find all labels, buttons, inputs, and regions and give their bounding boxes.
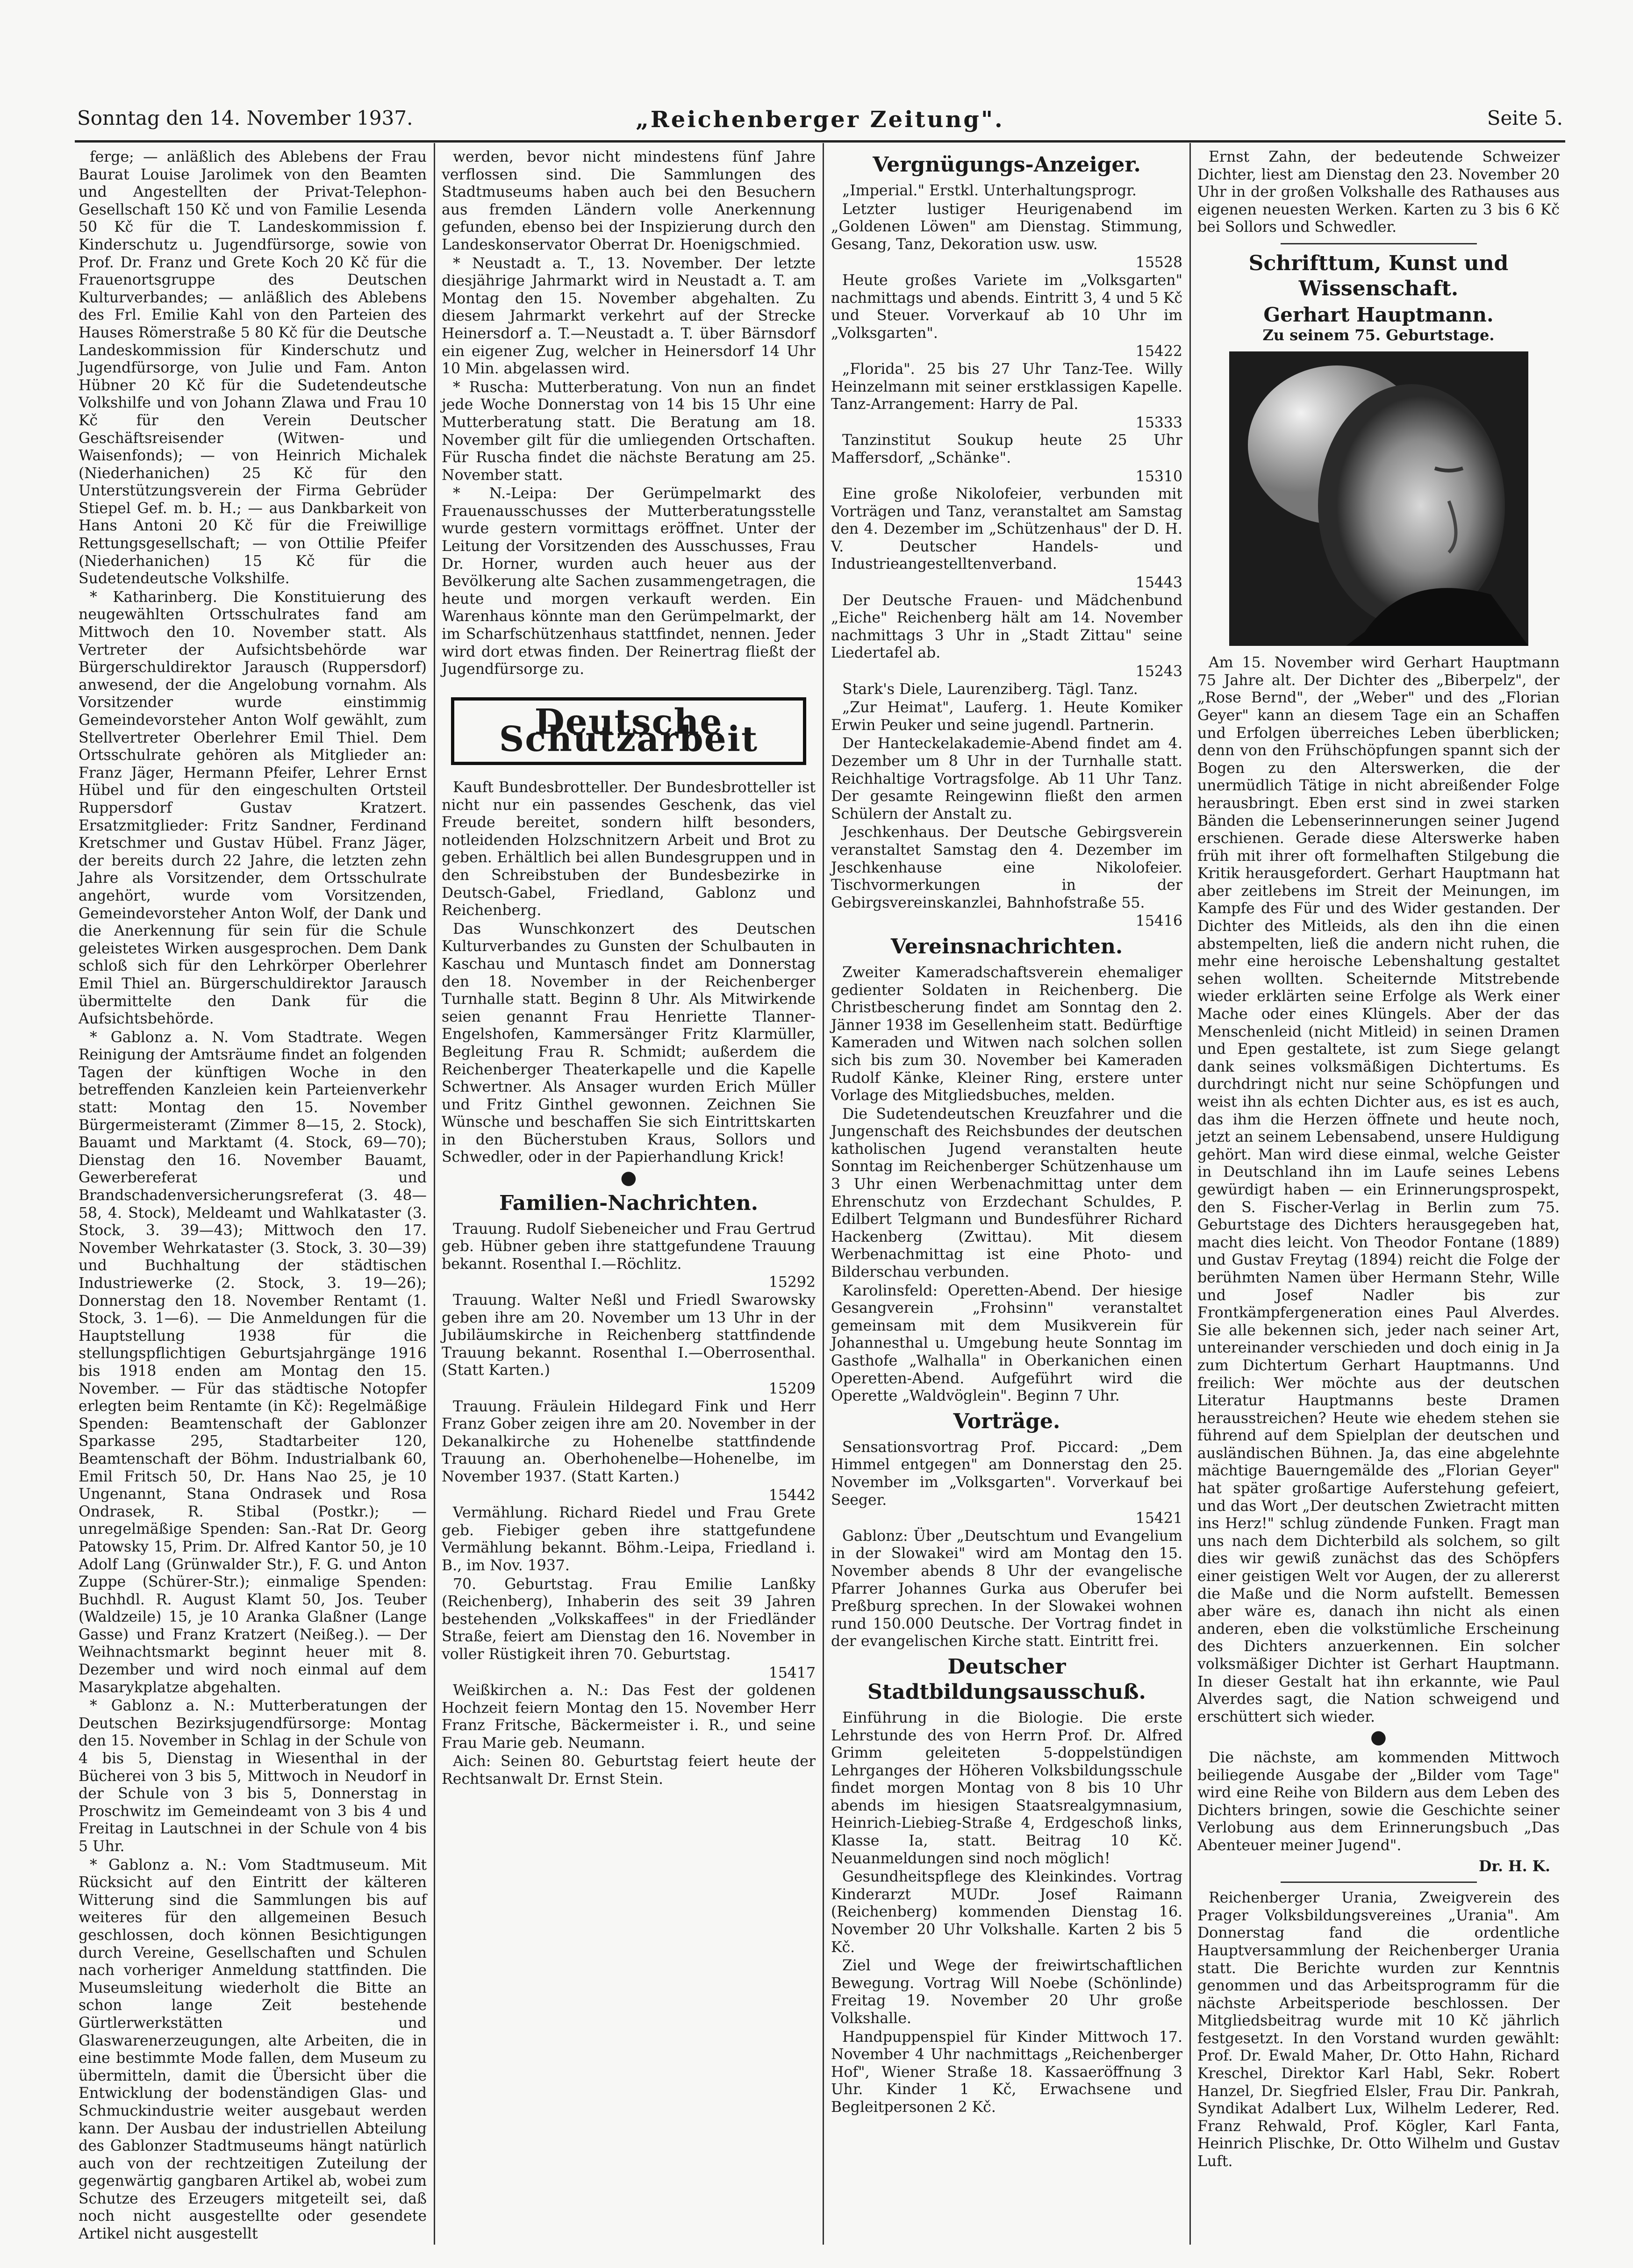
article-paragraph: * Gablonz a. N.: Mutterberatungen der Deutschen Bezirksjugendfürsorge: Montag den 15. November in Schlag in der Schule von 4 bis 5, Dienstag in Wiesenthal in der Bücherei von 3 bis 5, Mittwoch in Neudorf in der Schule von 3 bis 5, Donnerstag in Proschwitz im Gemeindeamt von 3 bis 4 und Freitag in Lautschnei in der Schule von 4 bis 5 Uhr. [79,1697,427,1855]
column-divider [1189,143,1191,2245]
section-heading: Vereinsnachrichten. [890,934,1123,959]
notice-text: Trauung. Rudolf Siebeneicher und Frau Gertrud geb. Hübner geben ihre stattgefundene Trauung bekannt. Rosenthal I.—Röchlitz. [442,1220,816,1273]
notice [442,1682,816,1752]
ad-ref: 15443 [1135,574,1182,592]
notice [442,1504,816,1574]
divider [1281,243,1477,244]
article-paragraph: Reichenberger Urania, Zweigverein des Prager Volksbildungsvereines „Urania". Am Donnerstag fand die ordentliche Hauptversammlung der Reichenberger Urania statt. Die Berichte wurden zur Kenntnis genommen und das Arbeitsprogramm für die nächste Arbeitsperiode beschlossen. Der Mitgliedsbeitrag wurde mit 10 Kč jährlich festgesetzt. In den Vorstand wurden gewählt: Prof. Dr. Ewald Maher, Dr. Otto Hahn, Richard Kreschel, Direktor Karl Habl, Sekr. Robert Hanzel, Dr. Siegfried Elsler, Frau Dir. Pankrah, Syndikat Adalbert Lux, Wilhelm Lederer, Red. Franz Rehwald, Prof. Kögler, Karl Fanta, Heinrich Plischke, Dr. Otto Wilhelm und Gustav Luft. [1197,1889,1560,2170]
ad-text: Der Hanteckelakademie-Abend findet am 4. Dezember um 8 Uhr in der Turnhalle statt. Reichhaltige Vortragsfolge. Ab 11 Uhr Tanz. Der gesamte Reingewinn fließt den armen Schülern der Anstalt zu. [831,735,1182,823]
ad-text: „Imperial." Erstkl. Unterhaltungsprogr. [842,182,1137,199]
ad-ref: 15416 [1135,913,1182,930]
article-paragraph: Ernst Zahn, der bedeutende Schweizer Dichter, liest am Dienstag den 23. November 20 Uhr in der großen Volkshalle des Rathauses aus eigenen neuesten Werken. Karten zu 3 bis 6 Kč bei Sollors und Schwedler. [1197,149,1560,236]
header-title: „Reichenberger Zeitung". [636,107,1004,133]
ad [831,272,1182,361]
ad [831,486,1182,592]
column-divider [434,143,435,2245]
article-title: Gerhart Hauptmann. [1263,303,1494,326]
article-paragraph: Gablonz: Über „Deutschtum und Evangelium in der Slowakei" wird am Montag den 15. November abends 8 Uhr der evangelische Pfarrer Johannes Gurka aus Oberufer bei Preßburg sprechen. In der Slowakei wohnen rund 150.000 Deutsche. Der Vortrag findet in der evangelischen Kirche statt. Eintritt frei. [831,1527,1182,1650]
article-paragraph: Die Sudetendeutschen Kreuzfahrer und die Jungenschaft des Reichsbundes der deutschen katholischen Jugend veranstalten heute Sonntag im Reichenberger Schützenhause um 3 Uhr einen Werbenachmittag unter dem Ehrenschutz von Erzdechant Schuldes, P. Edilbert Telgmann und Bundesführer Richard Hackenberg (Zwittau). Mit diesem Werbenachmittag ist eine Photo- und Bilderschau verbunden. [831,1105,1182,1281]
section-heading: Vergnügungs-Anzeiger. [873,153,1141,177]
notice [831,1439,1182,1528]
ad-ref: 15333 [1135,414,1182,431]
ad-ref: 15528 [1135,254,1182,272]
notice-ref: 15292 [768,1274,816,1291]
ad-text: Heute großes Variete im „Volksgarten" nachmittags und abends. Eintritt 3, 4 und 5 Kč und Steuer. Vorverkauf ab 10 Uhr im „Volksgarten". [831,272,1182,342]
article-paragraph: ferge; — anläßlich des Ablebens der Frau Baurat Louise Jarolimek von den Beamten und Angestellten der Privat-Telephon-Gesellschaft 150 Kč und von Familie Lesenda 50 Kč für die T. Landeskommission f. Kinderschutz u. Jugendfürsorge, sowie von Prof. Dr. Franz und Grete Koch 20 Kč für die Frauenortsgruppe des Deutschen Kulturverbandes; — anläßlich des Ablebens des Frl. Emilie Kahl von den Parteien des Hauses Römerstraße 5 80 Kč für die Deutsche Landeskommission für Kinderschutz und Jugendfürsorge, von Julie und Fam. Anton Hübner 20 Kč für die Sudetendeutsche Volkshilfe und von Johann Zlawa und Frau 10 Kč für den Verein Deutscher Geschäftsreisender (Witwen- und Waisenfonds); — von Heinrich Michalek (Niederhanichen) 25 Kč für den Unterstützungsverein der Firma Gebrüder Stiepel Gef. m. b. H.; — aus Dankbarkeit von Hans Antoni 20 Kč für die Freiwillige Rettungsgesellschaft; — von Ottilie Pfeifer (Niederhanichen) 15 Kč für die Sudetendeutsche Volkshilfe. [79,149,427,587]
notice-text: Aich: Seinen 80. Geburtstag feiert heute der Rechtsanwalt Dr. Ernst Stein. [442,1753,816,1788]
article-paragraph: Gesundheitspflege des Kleinkindes. Vortrag Kinderarzt MUDr. Josef Raimann (Reichenberg) kommenden Dienstag 16. November 20 Uhr Volkshalle. Karten 2 bis 5 Kč. [831,1868,1182,1956]
article-paragraph: Am 15. November wird Gerhart Hauptmann 75 Jahre alt. Der Dichter des „Biberpelz", der „Rose Bernd", der „Weber" und des „Florian Geyer" kann an diesem Tage ein an Schaffen und Erfolgen überreiches Leben überblicken; denn von den Frühschöpfungen spannt sich der Bogen zu den Alterswerken, die der unermüdlich Tätige in nicht abreißender Folge herausbringt. Eben erst sind in zwei starken Bänden die Lebenserinnerungen seiner Jugend erschienen. Gerade diese Alterswerke haben früh mit ihrer oft formelhaften Stilgebung die Kritik herausgefordert. Gerhart Hauptmann hat aber zeitlebens im Streit der Meinungen, im Kampfe des Für und des Wider gestanden. Der Dichter des Mitleids, als den ihn die einen abstempelten, ließ die andern nicht ruhen, die mehr eine heroische Lebenshaltung gestaltet sehen wollten. Scheiternde Mitstrebende wieder erklärten seine Erfolge als Werk einer Mache oder eines Klüngels. Aber der das Menschenleid (nicht Mitleid) in seinen Dramen und Epen gestaltete, ist zum Siege gelangt dank seines volksmäßigen Dichtertums. Es durchdringt nicht nur seine Schöpfungen und weist ihn als echten Dichter aus, es ist es auch, das ihm die Herzen öffnete und heute noch, jetzt an seinem Lebensabend, unsere Huldigung gehört. Man wird diese einmal, welche Geister in Deutschland ihn im Laufe seines Lebens gewürdigt haben — ein Erinnerungsprospekt, den S. Fischer-Verlag in Berlin zum 75. Geburtstage des Dichters herausgegeben hat, macht dies leicht. Von Theodor Fontane (1889) und Gustav Freytag (1894) reicht die Folge der berühmten Namen über Hermann Stehr, Wille und Josef Nadler bis zur Frontkämpfergeneration eines Paul Alverdes. Sie alle bekennen sich, jeder nach seiner Art, untereinander verschieden und doch einig in Ja zum Dichtertum Gerhart Hauptmanns. Und freilich: Wer möchte aus der deutschen Literatur Hauptmanns beste Dramen herausstreichen? Heute wie ehedem stehen sie führend auf dem Spielplan der deutschen und ausländischen Bühnen. Ja, das eine abgelehnte mächtige Bauerngemälde des „Florian Geyer" hat später großartige Auferstehung gefeiert, und das Wort „Der deutschen Zwietracht mitten ins Herz!" schlug zündende Funken. Fragt man uns nach dem Dichterbild als solchem, so gilt dies wir gewiß zunächst das des Schöpfers einer geistigen Welt vor Augen, der zu allererst die Maße und die Norm aufstellt. Bemessen aber wäre es, danach ihn nicht als einen anderen, eben die volkstümliche Erscheinung des Dichters anzuerkennen. Ein solcher volksmäßiger Dichter ist Gerhart Hauptmann. In dieser Gestalt hat ihn erkannte, wie Paul Alverdes sagt, die Nation schweigend und erschüttert sich wieder. [1197,654,1560,1725]
divider [1281,1882,1477,1883]
article-paragraph: * Neustadt a. T., 13. November. Der letzte diesjährige Jahrmarkt wird in Neustadt a. T. am Montag den 15. November abgehalten. Zu diesem Jahrmarkt verkehrt auf der Strecke Heinersdorf a. T.—Neustadt a. T. über Bärnsdorf ein eigener Zug, welcher in Heinersdorf 14 Uhr 10 Min. abgelassen wird. [442,255,816,378]
notice-ref: 15442 [768,1487,816,1504]
ad [831,681,1182,699]
ad-text: Tanzinstitut Soukup heute 25 Uhr Maffersdorf, „Schänke". [831,432,1182,466]
ad [831,735,1182,823]
ad-text: „Zur Heimat", Lauferg. 1. Heute Komiker Erwin Peuker und seine jugendl. Partnerin. [831,699,1182,734]
ad [831,699,1182,734]
article-paragraph: Das Wunschkonzert des Deutschen Kulturverbandes zu Gunsten der Schulbauten in Kaschau und Muntasch findet am Donnerstag den 18. November in der Reichenberger Turnhalle statt. Beginn 8 Uhr. Als Mitwirkende seien genannt Frau Henriette Tlanner-Engelshofen, Kammersänger Fritz Klarmüller, Begleitung Frau R. Schmidt; außerdem die Reichenberger Theaterkapelle und die Kapelle Schwertner. Als Ansager wurden Erich Müller und Fritz Ginthel gewonnen. Zeichnen Sie Wünsche und beschaffen Sie sich Eintrittskarten in den Bücherstuben Kraus, Sollors und Schwedler, oder in der Papierhandlung Krick! [442,920,816,1166]
notice-ref: 15421 [1135,1510,1182,1527]
ad-text: Letzter lustiger Heurigenabend im „Goldenen Löwen" am Dienstag. Stimmung, Gesang, Tanz, Dekoration usw. usw. [831,200,1182,253]
article-paragraph: Ziel und Wege der freiwirtschaftlichen Bewegung. Vortrag Will Noebe (Schönlinde) Freitag 19. November 20 Uhr große Volkshalle. [831,1957,1182,2027]
notice [442,1576,816,1682]
ad [831,824,1182,930]
ad-text: Eine große Nikolofeier, verbunden mit Vorträgen und Tanz, veranstaltet am Samstag den 4. Dezember im „Schützenhaus" der D. H. V. Deutscher Handels- und Industrieangestelltenverband. [831,486,1182,573]
notice [442,1221,816,1292]
article-paragraph: * N.-Leipa: Der Gerümpelmarkt des Frauenausschusses der Mutterberatungsstelle wurde gestern vormittags eröffnet. Unter der Leitung der Vorsitzenden des Ausschusses, Frau Dr. Horner, wurden auch heuer aus der Bevölkerung alte Sachen zusammengetragen, die heute und morgen verkauft werden. Ein Warenhaus könnte man den Gerümpelmarkt, der im Scharfschützenhaus stattfindet, nennen. Jeder wird dort etwas finden. Der Reinertrag fließt der Jugendfürsorge zu. [442,485,816,678]
notice-text: Sensationsvortrag Prof. Piccard: „Dem Himmel entgegen" am Donnerstag den 25. November im „Volksgarten". Vorverkauf bei Seeger. [831,1438,1182,1509]
ad [831,592,1182,681]
header-date: Sonntag den 14. November 1937. [77,107,413,129]
article-subtitle: Zu seinem 75. Geburtstage. [1262,326,1495,344]
boxed-headline: Deutsche Schutzarbeit [451,697,806,765]
ad-text: Stark's Diele, Laurenziberg. Tägl. Tanz. [842,680,1138,698]
header-page-number: Seite 5. [1487,107,1563,129]
column-divider [823,143,824,2245]
notice-text: Vermählung. Richard Riedel und Frau Grete geb. Fiebiger geben ihre stattgefundene Vermählung bekannt. Böhm.-Leipa, Friedland i. B., im Nov. 1937. [442,1504,816,1574]
notice-text: Trauung. Walter Neßl und Friedl Swarowsky geben ihre am 20. November um 13 Uhr in der Jubiläumskirche in Reichenberg stattfindende Trauung bekannt. Rosenthal I.—Oberrosenthal. (Statt Karten.) [442,1292,816,1379]
signature: Dr. H. K. [1479,1857,1550,1875]
portrait-image [1229,351,1528,646]
article-paragraph: Kauft Bundesbrotteller. Der Bundesbrotteller ist nicht nur ein passendes Geschenk, das viel Freude bereitet, sondern hilft besonders, notleidenden Holzschnitzern Arbeit und Brot zu geben. Erhältlich bei allen Bundesgruppen und in den Schreibstuben der Bundesbezirke in Deutsch-Gabel, Friedland, Gablonz und Reichenberg. [442,779,816,919]
article-paragraph: werden, bevor nicht mindestens fünf Jahre verflossen sind. Die Sammlungen des Stadtmuseums haben auch bei den Besuchern aus fremden Ländern volle Anerkennung gefunden, ebenso bei der Inspizierung durch den Landeskonservator Oberrat Dr. Hoenigschmied. [442,149,816,253]
article-paragraph: * Katharinberg. Die Konstituierung des neugewählten Ortsschulrates fand am Mittwoch den 10. November statt. Als Vertreter der Aufsichtsbehörde war Bürgerschuldirektor Jarausch (Ruppersdorf) anwesend, der die Angelobung vornahm. Als Vorsitzender wurde einstimmig Gemeindevorsteher Anton Wolf gewählt, zum Stellvertreter Oberlehrer Emil Thiel. Dem Ortsschulrate gehören als Mitglieder an: Franz Jäger, Hermann Pfeifer, Lehrer Ernst Hübel und für den eingeschulten Ortsteil Ruppersdorf Gustav Kratzert. Ersatzmitglieder: Fritz Sandner, Ferdinand Kretschmer und Gustav Hübel. Franz Jäger, der bereits durch 22 Jahre, die letzten zehn Jahre als Vorsitzender, dem Ortsschulrate angehört, wurde vom Vorsitzenden, Gemeindevorsteher Anton Wolf, der Dank und die Anerkennung für sein für die Schule geleistetes Wirken ausgesprochen. Dem Dank schloß sich für den Lehrkörper Oberlehrer Emil Thiel an. Bürgerschuldirektor Jarausch übermittelte den Dank für die Aufsichtsbehörde. [79,588,427,1028]
column-1 [79,149,427,2244]
notice-ref: 15209 [768,1381,816,1397]
ad-text: Der Deutsche Frauen- und Mädchenbund „Eiche" Reichenberg hält am 14. November nachmittags 3 Uhr in „Stadt Zittau" seine Liedertafel ab. [831,592,1182,662]
section-heading: Schrifttum, Kunst und Wissenschaft. [1248,251,1509,300]
article-paragraph: * Gablonz a. N.: Vom Stadtmuseum. Mit Rücksicht auf den Eintritt der kälteren Witterung sind die Sammlungen bis auf weiteres für den allgemeinen Besuch geschlossen, doch können Besichtigungen durch Vereine, Gesellschaften und Schulen nach vorheriger Anmeldung stattfinden. Die Museumsleitung wiederholt die Bitte an schon lange Zeit bestehende Gürtlerwerkstätten und Glaswarenerzeugungen, alte Arbeiten, die in eine bestimmte Mode fallen, dem Museum zu übermitteln, damit die Übersicht über die Entwicklung der bodenständigen Glas- und Schmuckindustrie weiter ausgebaut werden kann. Der Ausbau der industriellen Abteilung des Gablonzer Stadtmuseums hängt natürlich auch von der rechtzeitigen Zuteilung der gegenwärtig gangbaren Artikel ab, wobei zum Schutze des Erzeugers mitgeteilt sei, daß noch nicht ausgestellte oder gesendete Artikel nicht ausgestellt [79,1856,427,2243]
notice [442,1753,816,1788]
notice-text: 70. Geburtstag. Frau Emilie Lanßky (Reichenberg), Inhaberin des seit 39 Jahren bestehenden „Volkskaffees" in der Friedländer Straße, feiert am Dienstag den 16. November in voller Rüstigkeit ihren 70. Geburtstag. [442,1575,816,1663]
section-heading: Familien-Nachrichten. [499,1191,759,1215]
notice-text: Weißkirchen a. N.: Das Fest der goldenen Hochzeit feiern Montag den 15. November Herr Franz Fritsche, Bäckermeister i. R., und seine Frau Marie geb. Neumann. [442,1682,816,1752]
portrait-photo [1229,351,1528,646]
article-paragraph: Zweiter Kameradschaftsverein ehemaliger gedienter Soldaten in Reichenberg. Die Christbescherung findet am Sonntag den 2. Jänner 1938 im Gesellenheim statt. Bedürftige Kameraden und Witwen nach solchen sollen sich bis zum 30. November bei Kameraden Rudolf Känke, Kleiner Ring, erstere unter Vorlage des Mitgliedsbuches, melden. [831,964,1182,1104]
article-paragraph: Karolinsfeld: Operetten-Abend. Der hiesige Gesangverein „Frohsinn" veranstaltet gemeinsam mit dem Musikverein für Johannesthal u. Umgebung heute Sonntag im Gasthofe „Walhalla" in Oberkanichen einen Operetten-Abend. Aufgeführt wird die Operette „Waldvöglein". Beginn 7 Uhr. [831,1282,1182,1405]
separator-dot: ● [1370,1726,1387,1748]
ad [831,361,1182,432]
article-paragraph: * Ruscha: Mutterberatung. Von nun an findet jede Woche Donnerstag von 14 bis 15 Uhr eine Mutterberatung statt. Die Beratung am 18. November gilt für die umliegenden Ortschaften. Für Ruscha findet die nächste Beratung am 25. November statt. [442,379,816,484]
column-3 [831,149,1182,2118]
article-paragraph: * Gablonz a. N. Vom Stadtrate. Wegen Reinigung der Amtsräume findet an folgenden Tagen der künftigen Woche in den betreffenden Kanzleien kein Parteienverkehr statt: Montag den 15. November Bürgermeisteramt (Zimmer 8—15, 2. Stock), Bauamt und Marktamt (4. Stock, 69—70); Dienstag den 16. November Bauamt, Gewerbereferat und Brandschadenversicherungsreferat (3. 48—58, 4. Stock), Meldeamt und Wahlkataster (3. Stock, 3. 39—43); Mittwoch den 17. November Wehrkataster (3. Stock, 3. 30—39) und Buchhaltung der städtischen Industriewerke (2. Stock, 3. 19—26); Donnerstag den 18. November Rentamt (1. Stock, 3. 1—6). — Die Anmeldungen für die Hauptstellung 1938 für die stellungspflichtigen Geburtsjahrgänge 1916 bis 1918 enden am Montag den 15. November. — Für das städtische Notopfer erlegten beim Rentamte (in Kč): Regelmäßige Spenden: Beamtenschaft der Gablonzer Sparkasse 295, Stadtarbeiter 120, Beamtenschaft der Böhm. Industrialbank 60, Emil Fritsch 50, Dr. Hans Nao 25, je 10 Ungenannt, Stana Ondrasek und Rosa Ondrasek, R. Stibal (Postkr.); — unregelmäßige Spenden: San.-Rat Dr. Georg Patowsky 15, Prim. Dr. Alfred Kantor 50, je 10 Adolf Lang (Grünwalder Str.), F. G. und Anton Zuppe (Schürer-Str.); einmalige Spenden: Buchhdl. R. August Klamt 50, Jos. Teuber (Waldzeile) 15, je 10 Aranka Glaßner (Lange Gasse) und Franz Kratzert (Neißeg.). — Der Weihnachtsmarkt beginnt heuer mit 8. Dezember und wird noch einmal auf dem Masarykplatze abgehalten. [79,1029,427,1696]
article-paragraph: Handpuppenspiel für Kinder Mittwoch 17. November 4 Uhr nachmittags „Reichenberger Hof", Wiener Straße 18. Kassaeröffnung 3 Uhr. Kinder 1 Kč, Erwachsene und Begleitpersonen 2 Kč. [831,2028,1182,2116]
ad [831,182,1182,200]
ad-ref: 15422 [1135,343,1182,360]
column-4 [1197,149,1560,2172]
section-heading: Deutscher Stadtbildungsausschuß. [867,1654,1146,1704]
section-heading: Vorträge. [953,1409,1060,1433]
ad-ref: 15310 [1135,468,1182,485]
ad-text: „Florida". 25 bis 27 Uhr Tanz-Tee. Willy Heinzelmann mit seiner erstklassigen Kapelle. Tanz-Arrangement: Harry de Pal. [831,360,1182,413]
separator-dot: ● [620,1167,637,1189]
ad-text: Jeschkenhaus. Der Deutsche Gebirgsverein veranstaltet Samstag den 4. Dezember im Jeschkenhause eine Nikolofeier. Tischvormerkungen in der Gebirgsvereinskanzlei, Bahnhofstraße 55. [831,824,1182,911]
notice [442,1398,816,1505]
notice-ref: 15417 [768,1664,816,1681]
ad [831,432,1182,486]
article-paragraph: Die nächste, am kommenden Mittwoch beiliegende Ausgabe der „Bilder vom Tage" wird eine Reihe von Bildern aus dem Leben des Dichters bringen, sowie die Geschichte seiner Verlobung aus dem Erinnerungsbuch „Das Abenteuer meiner Jugend". [1197,1749,1560,1854]
ad [831,201,1182,272]
column-2 [442,149,816,1789]
notice [442,1292,816,1398]
ad-ref: 15243 [1135,663,1182,680]
notice-text: Trauung. Fräulein Hildegard Fink und Herr Franz Gober zeigen ihre am 20. November in der Dekanalkirche zu Hohenelbe stattfindende Trauung an. Oberhohenelbe—Hohenelbe, im November 1937. (Statt Karten.) [442,1398,816,1485]
page-header [77,107,1563,139]
header-rule [75,140,1565,143]
article-paragraph: Einführung in die Biologie. Die erste Lehrstunde des von Herrn Prof. Dr. Alfred Grimm geleiteten 5-doppelstündigen Lehrganges der Höheren Volksbildungsschule findet morgen Montag von 8 bis 10 Uhr abends im hiesigen Staatsrealgymnasium, Heinrich-Liebieg-Straße 4, Erdgeschoß links, Klasse Ia, statt. Beitrag 10 Kč. Neuanmeldungen sind noch möglich! [831,1709,1182,1867]
